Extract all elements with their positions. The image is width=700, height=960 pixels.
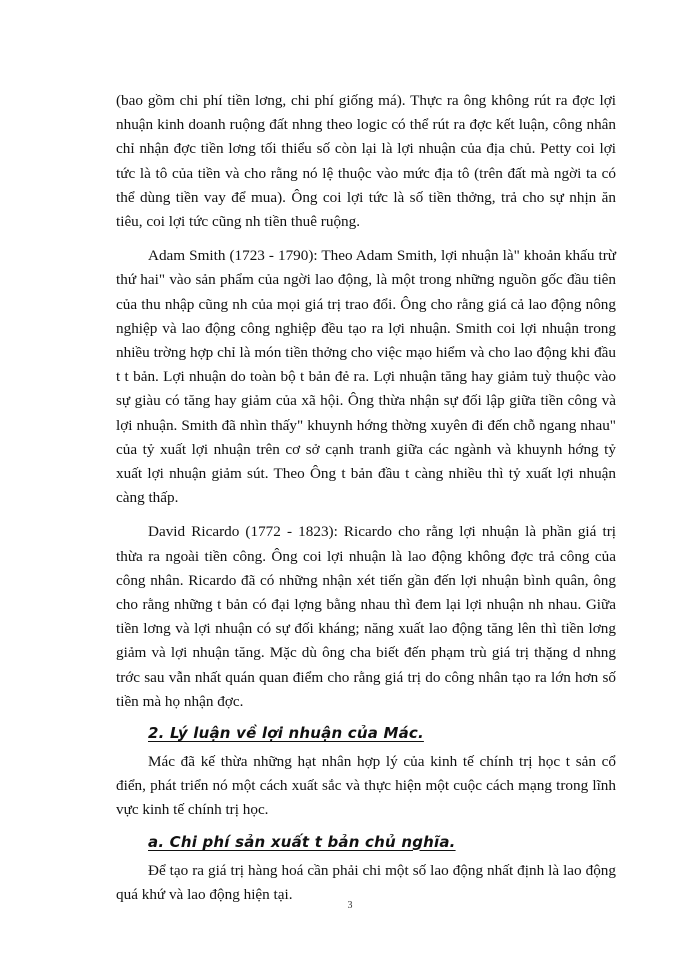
section-heading-marx-profit-theory <box>148 724 616 742</box>
subsection-heading-text: a. Chi phí sản xuất t bản chủ nghĩa. <box>148 832 456 851</box>
paragraph-adam-smith: Adam Smith (1723 - 1790): Theo Adam Smith, lợi nhuận là" khoản khấu trừ thứ hai" vào sản phẩm của ngời lao động, là một trong những nguồn gốc đầu tiên của thu nhập cũng nh của mọi giá trị trao đổi. Ông cho rằng giá cả lao động nông nghiệp và lao động công nghiệp đều tạo ra lợi nhuận. Smith coi lợi nhuận trong nhiều trờng hợp chỉ là món tiền thởng cho việc mạo hiểm và cho lao động khi đầu t t bản. Lợi nhuận do toàn bộ t bản đẻ ra. Lợi nhuận tăng hay giảm tuỳ thuộc vào sự giàu có tăng hay giảm của xã hội. Ông thừa nhận sự đối lập giữa tiền công và lợi nhuận. Smith đã nhìn thấy" khuynh hớng thờng xuyên đi đến chỗ ngang nhau" của tỷ xuất lợi nhuận trên cơ sở cạnh tranh giữa các ngành và khuynh hớng tỷ xuất lợi nhuận giảm sút. Theo Ông t bản đầu t càng nhiều thì tỷ xuất lợi nhuận càng thấp. <box>116 247 616 507</box>
paragraph-commodity-value: Để tạo ra giá trị hàng hoá cần phải chi một số lao động nhất định là lao động quá khứ và lao động hiện tại. <box>116 861 616 903</box>
page-number: 3 <box>347 900 353 911</box>
paragraph-petty-continued: (bao gồm chi phí tiền lơng, chi phí giống má). Thực ra ông không rút ra đợc lợi nhuận kinh doanh ruộng đất nhng theo logic có thể rút ra đợc kết luận, công nhân chỉ nhận đợc tiền lơng tối thiểu số còn lại là lợi nhuận của địa chủ. Petty coi lợi tức là tô của tiền và cho rằng nó lệ thuộc vào mức địa tô (trên đất mà ngời ta có thể dùng tiền vay để mua). Ông coi lợi tức là số tiền thởng, trả cho sự nhịn ăn tiêu, coi lợi tức cũng nh tiền thuê ruộng. <box>116 92 616 231</box>
subsection-heading-production-cost <box>148 833 616 851</box>
section-heading-text: 2. Lý luận về lợi nhuận của Mác. <box>148 724 424 743</box>
paragraph-david-ricardo: David Ricardo (1772 - 1823): Ricardo cho rằng lợi nhuận là phần giá trị thừa ra ngoài tiền công. Ông coi lợi nhuận là lao động không đợc trả công của công nhân. Ricardo đã có những nhận xét tiến gần đến lợi nhuận bình quân, ông cho rằng những t bản có đại lợng bằng nhau thì đem lại lợi nhuận nh nhau. Giữa tiền lơng và lợi nhuận có sự đối kháng; năng xuất lao động tăng lên thì tiền lơng giảm và lợi nhuận tăng. Mặc dù ông cha biết đến phạm trù giá trị thặng d nhng trớc sau vẫn nhất quán quan điểm cho rằng giá trị do công nhân tạo ra lớn hơn số tiền mà họ nhận đợc. <box>116 523 616 710</box>
paragraph-marx-inheritance: Mác đã kế thừa những hạt nhân hợp lý của kinh tế chính trị học t sản cổ điển, phát triển nó một cách xuất sắc và thực hiện một cuộc cách mạng trong lĩnh vực kinh tế chính trị học. <box>116 753 616 819</box>
